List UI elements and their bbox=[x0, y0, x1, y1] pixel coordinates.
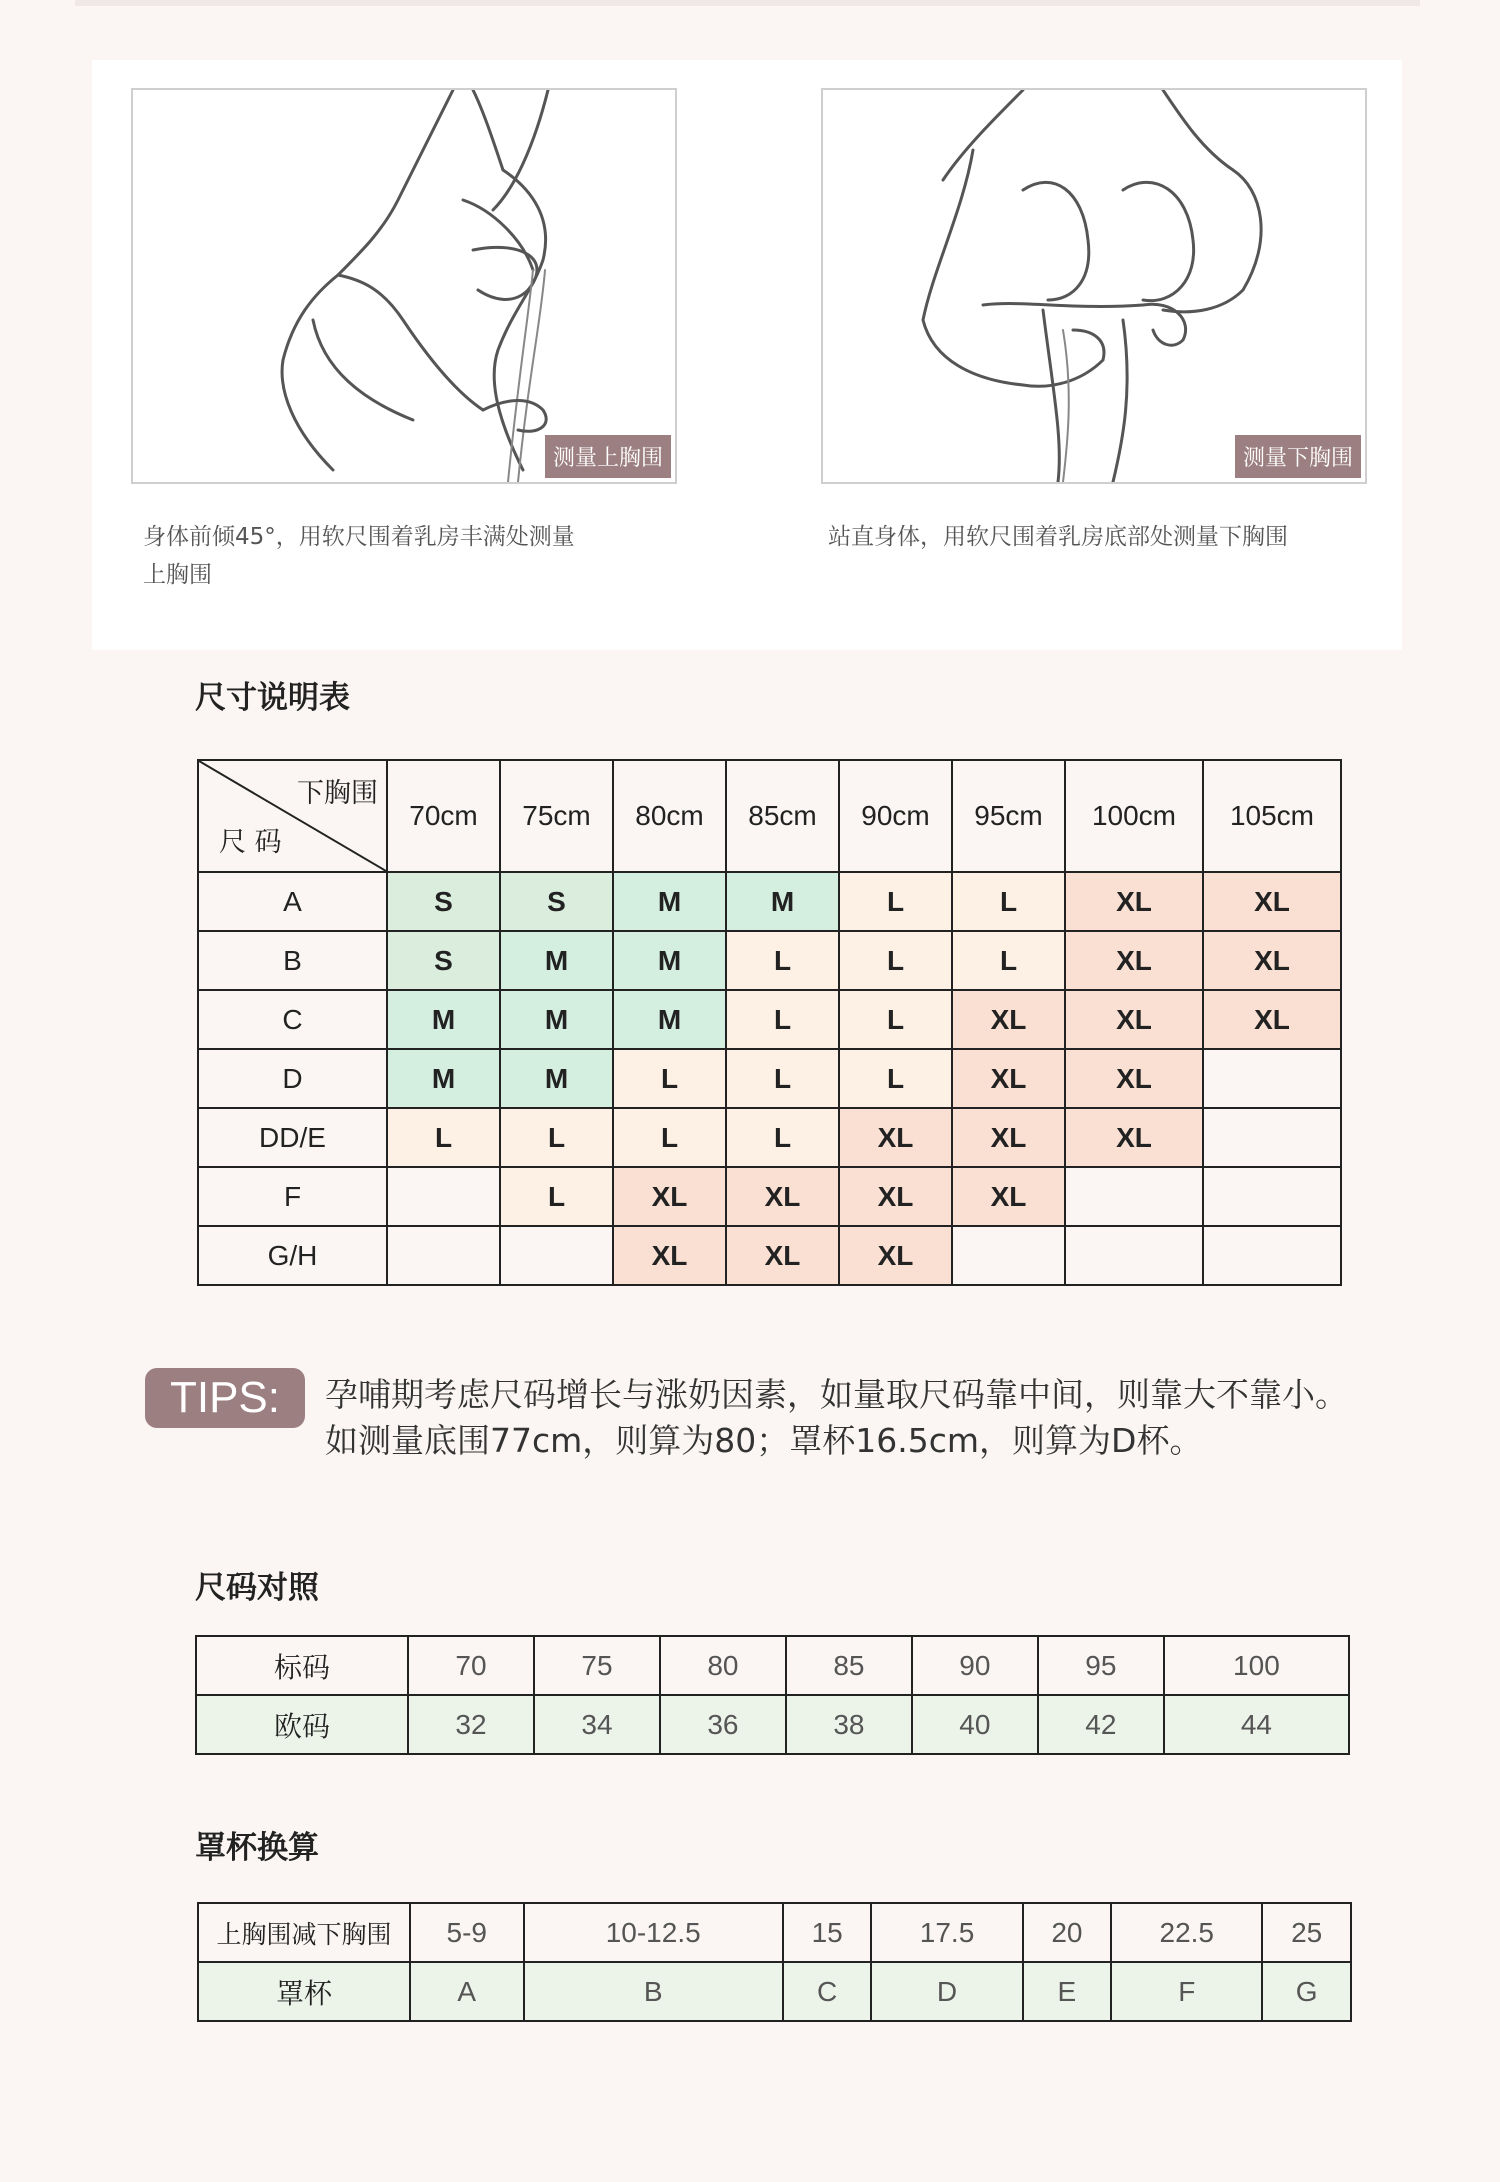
size-cell: XL bbox=[952, 1049, 1065, 1108]
size-cell: M bbox=[500, 990, 613, 1049]
size-cell: M bbox=[613, 931, 726, 990]
table-cell: 32 bbox=[408, 1695, 534, 1754]
column-header: 95cm bbox=[952, 760, 1065, 872]
corner-size-label: 尺 码 bbox=[219, 827, 282, 858]
table-cell: 15 bbox=[783, 1903, 872, 1962]
size-cell: M bbox=[387, 990, 500, 1049]
size-cell: M bbox=[613, 872, 726, 931]
upper-bust-caption-line1: 身体前倾45°，用软尺围着乳房丰满处测量 bbox=[143, 524, 575, 550]
table-cell: 5-9 bbox=[410, 1903, 524, 1962]
size-compare-table bbox=[195, 1635, 1350, 1755]
cup-convert-title: 罩杯换算 bbox=[195, 1830, 319, 1866]
table-cell: 10-12.5 bbox=[524, 1903, 783, 1962]
size-table-row bbox=[198, 872, 1341, 931]
under-bust-illustration bbox=[821, 88, 1367, 484]
table-cell: 40 bbox=[912, 1695, 1038, 1754]
cup-row-label: G/H bbox=[198, 1226, 387, 1285]
size-table-row bbox=[198, 990, 1341, 1049]
table-cell: 20 bbox=[1023, 1903, 1112, 1962]
size-cell bbox=[1203, 1167, 1341, 1226]
size-cell: XL bbox=[839, 1226, 952, 1285]
size-table-row bbox=[198, 1049, 1341, 1108]
size-cell: XL bbox=[726, 1167, 839, 1226]
size-cell: XL bbox=[1065, 931, 1203, 990]
size-cell: XL bbox=[613, 1226, 726, 1285]
table-cell: 38 bbox=[786, 1695, 912, 1754]
size-cell: S bbox=[387, 931, 500, 990]
under-bust-figure-drawing bbox=[823, 90, 1365, 482]
size-compare-title: 尺码对照 bbox=[195, 1570, 319, 1606]
tips-text bbox=[325, 1372, 1500, 1464]
tips-badge: TIPS: bbox=[145, 1368, 305, 1428]
row-label: 标码 bbox=[196, 1636, 408, 1695]
size-cell: L bbox=[726, 1108, 839, 1167]
row-label: 欧码 bbox=[196, 1695, 408, 1754]
row-label: 罩杯 bbox=[198, 1962, 410, 2021]
size-cell: L bbox=[952, 872, 1065, 931]
size-cell: XL bbox=[952, 1167, 1065, 1226]
column-header: 105cm bbox=[1203, 760, 1341, 872]
size-cell: L bbox=[726, 931, 839, 990]
cup-convert-row-diff bbox=[198, 1903, 1351, 1962]
corner-underbust-label: 下胸围 bbox=[297, 778, 378, 809]
column-header: 90cm bbox=[839, 760, 952, 872]
cup-row-label: C bbox=[198, 990, 387, 1049]
size-cell: XL bbox=[952, 1108, 1065, 1167]
size-table-row bbox=[198, 1226, 1341, 1285]
size-cell: S bbox=[387, 872, 500, 931]
table-cell: B bbox=[524, 1962, 783, 2021]
column-header: 85cm bbox=[726, 760, 839, 872]
table-cell: C bbox=[783, 1962, 872, 2021]
cup-row-label: F bbox=[198, 1167, 387, 1226]
upper-bust-illustration bbox=[131, 88, 677, 484]
size-compare-row-eu bbox=[196, 1695, 1349, 1754]
table-cell: E bbox=[1023, 1962, 1112, 2021]
size-cell: XL bbox=[952, 990, 1065, 1049]
tips-line1: 孕哺期考虑尺码增长与涨奶因素，如量取尺码靠中间，则靠大不靠小。 bbox=[325, 1375, 1348, 1414]
size-cell: M bbox=[500, 931, 613, 990]
table-cell: 75 bbox=[534, 1636, 660, 1695]
table-cell: 34 bbox=[534, 1695, 660, 1754]
size-cell bbox=[1065, 1226, 1203, 1285]
size-cell bbox=[1065, 1167, 1203, 1226]
size-cell: M bbox=[613, 990, 726, 1049]
table-cell: 44 bbox=[1164, 1695, 1349, 1754]
table-cell: 95 bbox=[1038, 1636, 1164, 1695]
cup-row-label: B bbox=[198, 931, 387, 990]
size-cell: XL bbox=[1203, 931, 1341, 990]
size-cell: L bbox=[500, 1167, 613, 1226]
size-table-title: 尺寸说明表 bbox=[195, 680, 350, 716]
size-cell: L bbox=[726, 1049, 839, 1108]
row-label: 上胸围减下胸围 bbox=[198, 1903, 410, 1962]
table-cell: D bbox=[871, 1962, 1022, 2021]
table-cell: 42 bbox=[1038, 1695, 1164, 1754]
size-table-corner bbox=[198, 760, 387, 872]
upper-bust-caption-line2: 上胸围 bbox=[143, 562, 212, 588]
table-cell: 25 bbox=[1262, 1903, 1351, 1962]
table-cell: 17.5 bbox=[871, 1903, 1022, 1962]
size-cell bbox=[1203, 1226, 1341, 1285]
column-header: 70cm bbox=[387, 760, 500, 872]
cup-row-label: DD/E bbox=[198, 1108, 387, 1167]
size-table-row bbox=[198, 931, 1341, 990]
size-table-row bbox=[198, 1167, 1341, 1226]
table-cell: 70 bbox=[408, 1636, 534, 1695]
size-cell: M bbox=[387, 1049, 500, 1108]
size-cell bbox=[1203, 1049, 1341, 1108]
size-table-header-row bbox=[198, 760, 1341, 872]
size-cell: XL bbox=[613, 1167, 726, 1226]
size-table-body bbox=[198, 872, 1341, 1285]
size-compare-row-standard bbox=[196, 1636, 1349, 1695]
size-cell bbox=[500, 1226, 613, 1285]
size-cell: L bbox=[839, 1049, 952, 1108]
size-cell: XL bbox=[1203, 872, 1341, 931]
size-cell: XL bbox=[839, 1108, 952, 1167]
size-cell: XL bbox=[1065, 872, 1203, 931]
size-cell: L bbox=[613, 1108, 726, 1167]
size-cell: XL bbox=[1203, 990, 1341, 1049]
size-cell bbox=[387, 1167, 500, 1226]
size-cell: L bbox=[839, 872, 952, 931]
size-cell: XL bbox=[839, 1167, 952, 1226]
size-cell bbox=[952, 1226, 1065, 1285]
size-cell: L bbox=[952, 931, 1065, 990]
under-bust-caption: 站直身体，用软尺围着乳房底部处测量下胸围 bbox=[828, 524, 1288, 550]
size-cell: L bbox=[387, 1108, 500, 1167]
upper-bust-tag: 测量上胸围 bbox=[545, 435, 671, 478]
upper-bust-caption bbox=[143, 518, 575, 594]
cup-row-label: A bbox=[198, 872, 387, 931]
size-cell: L bbox=[500, 1108, 613, 1167]
table-cell: A bbox=[410, 1962, 524, 2021]
column-header: 80cm bbox=[613, 760, 726, 872]
top-divider bbox=[75, 0, 1420, 6]
table-cell: F bbox=[1111, 1962, 1262, 2021]
size-cell bbox=[387, 1226, 500, 1285]
size-cell bbox=[1203, 1108, 1341, 1167]
size-cell: L bbox=[839, 990, 952, 1049]
table-cell: 22.5 bbox=[1111, 1903, 1262, 1962]
upper-bust-figure-drawing bbox=[133, 90, 675, 482]
size-cell: M bbox=[500, 1049, 613, 1108]
size-cell: L bbox=[839, 931, 952, 990]
table-cell: G bbox=[1262, 1962, 1351, 2021]
size-cell: M bbox=[726, 872, 839, 931]
cup-convert-row-cup bbox=[198, 1962, 1351, 2021]
size-cell: S bbox=[500, 872, 613, 931]
size-table-row bbox=[198, 1108, 1341, 1167]
cup-row-label: D bbox=[198, 1049, 387, 1108]
under-bust-tag: 测量下胸围 bbox=[1235, 435, 1361, 478]
size-cell: XL bbox=[1065, 1049, 1203, 1108]
size-cell: XL bbox=[1065, 1108, 1203, 1167]
size-chart-table bbox=[197, 759, 1342, 1286]
size-cell: L bbox=[726, 990, 839, 1049]
size-cell: XL bbox=[726, 1226, 839, 1285]
column-header: 100cm bbox=[1065, 760, 1203, 872]
table-cell: 90 bbox=[912, 1636, 1038, 1695]
table-cell: 85 bbox=[786, 1636, 912, 1695]
cup-convert-table bbox=[197, 1902, 1352, 2022]
column-header: 75cm bbox=[500, 760, 613, 872]
size-cell: XL bbox=[1065, 990, 1203, 1049]
table-cell: 80 bbox=[660, 1636, 786, 1695]
size-cell: L bbox=[613, 1049, 726, 1108]
table-cell: 36 bbox=[660, 1695, 786, 1754]
tips-line2: 如测量底围77cm，则算为80；罩杯16.5cm，则算为D杯。 bbox=[325, 1421, 1203, 1460]
table-cell: 100 bbox=[1164, 1636, 1349, 1695]
